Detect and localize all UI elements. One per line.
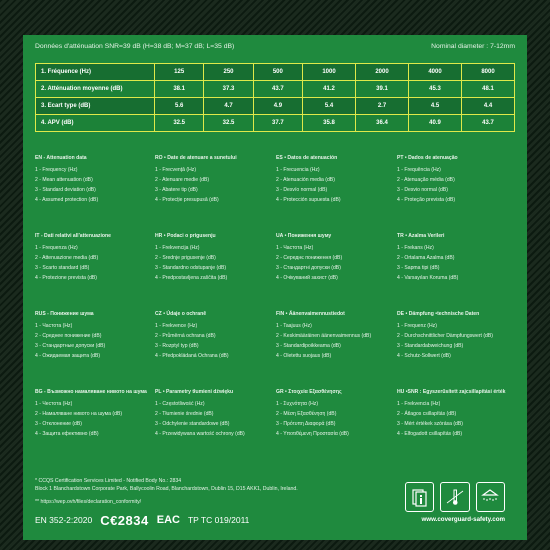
language-line: 1 - Frequência (Hz) bbox=[397, 167, 441, 173]
language-title: EN - Attenuation data bbox=[35, 155, 87, 161]
info-manual-icon bbox=[405, 482, 434, 512]
language-line: 2 - Середнє пониження (dB) bbox=[276, 255, 343, 261]
language-line: 1 - Частота (Hz) bbox=[35, 323, 73, 329]
language-line: 4 - Proteção prevista (dB) bbox=[397, 197, 456, 203]
language-line: 2 - Durchschnittlicher Dämpfungswert (dB) bbox=[397, 333, 493, 339]
table-cell: 4.4 bbox=[461, 98, 514, 115]
language-line: 1 - Частота (Hz) bbox=[276, 245, 314, 251]
language-line: 1 - Frekvencia (Hz) bbox=[397, 401, 441, 407]
language-line: 2 - Μέση Εξασθένηση (dB) bbox=[276, 411, 337, 417]
language-block-pl bbox=[155, 389, 273, 439]
language-line: 4 - Protección supuesta (dB) bbox=[276, 197, 341, 203]
language-line: 4 - Очікуваний захист (dB) bbox=[276, 275, 338, 281]
table-row bbox=[36, 81, 515, 98]
language-title: RUS - Понижение шума bbox=[35, 311, 94, 317]
language-line: 2 - Srednje prigusenje (dB) bbox=[155, 255, 216, 261]
language-block-es bbox=[276, 155, 394, 205]
table-cell: 125 bbox=[155, 64, 204, 81]
language-block-hr bbox=[155, 233, 273, 283]
language-line: 4 - Varsayılan Koruma (dB) bbox=[397, 275, 459, 281]
language-line: 1 - Frekvence (Hz) bbox=[155, 323, 198, 329]
language-line: 4 - Protecție presupusă (dB) bbox=[155, 197, 219, 203]
eac-mark: EAC bbox=[156, 514, 180, 526]
language-line: 4 - Protezione prevista (dB) bbox=[35, 275, 98, 281]
language-line: 1 - Frequency (Hz) bbox=[35, 167, 78, 173]
row-label: 3. Ecart type (dB) bbox=[36, 98, 155, 115]
table-cell: 35.8 bbox=[303, 115, 356, 132]
language-line: 3 - Odchylenie standardowe (dB) bbox=[155, 421, 230, 427]
certification-address: Block 1 Blanchardstown Corporate Park, Ballycoolin Road, Blanchardstown, Dublin 15, D15 AKK1, Dublin, Ireland. bbox=[35, 486, 298, 492]
attenuation-panel bbox=[23, 35, 527, 540]
table-cell: 5.6 bbox=[155, 98, 204, 115]
language-line: 4 - Předpokládaná Ochrana (dB) bbox=[155, 353, 229, 359]
language-line: 3 - Standard deviation (dB) bbox=[35, 187, 96, 193]
attenuation-header bbox=[35, 43, 515, 55]
language-line: 4 - Predpostavljena zaščita (dB) bbox=[155, 275, 228, 281]
table-cell: 40.9 bbox=[409, 115, 462, 132]
language-line: 2 - Atenuación media (dB) bbox=[276, 177, 335, 183]
table-cell: 2000 bbox=[356, 64, 409, 81]
table-cell: 37.7 bbox=[253, 115, 302, 132]
table-cell: 43.7 bbox=[253, 81, 302, 98]
language-title: RO • Date de atenuare a sunetului bbox=[155, 155, 237, 161]
pictogram-row bbox=[405, 482, 505, 512]
language-line: 2 - Среднее понижение (dB) bbox=[35, 333, 102, 339]
language-line: 4 - Assumed protection (dB) bbox=[35, 197, 99, 203]
table-cell: 39.1 bbox=[356, 81, 409, 98]
language-title: UA • Пониження шуму bbox=[276, 233, 332, 239]
language-title: IT - Dati relativi all'attenuazione bbox=[35, 233, 111, 239]
language-block-hu bbox=[397, 389, 515, 439]
language-line: 3 - Mért értékek szórása (dB) bbox=[397, 421, 463, 427]
language-title: PT • Dados de atenuação bbox=[397, 155, 458, 161]
table-cell: 4.7 bbox=[204, 98, 253, 115]
language-line: 3 - Desvío normal (dB) bbox=[276, 187, 328, 193]
language-line: 2 - Keskimääräinen äänenvaimennus (dB) bbox=[276, 333, 372, 339]
language-title: HU •SNR : Egyszerűsített zajcsillapítási érték bbox=[397, 389, 506, 395]
tp-tc-norm: TP TC 019/2011 bbox=[187, 515, 250, 525]
language-title: BG - Възможно намаляване нивото на шума bbox=[35, 389, 147, 395]
language-line: 2 - Attenuazione media (dB) bbox=[35, 255, 99, 261]
language-line: 1 - Frekvencija (Hz) bbox=[155, 245, 200, 251]
norms-row bbox=[35, 509, 249, 531]
row-label: 4. APV (dB) bbox=[36, 115, 155, 132]
table-cell: 32.5 bbox=[204, 115, 253, 132]
language-title: DE • Dämpfung •technische Daten bbox=[397, 311, 480, 317]
language-line: 3 - Scarto standard (dB) bbox=[35, 265, 90, 271]
table-cell: 8000 bbox=[461, 64, 514, 81]
language-title: GR • Στοιχεία Εξασθένησης bbox=[276, 389, 342, 395]
language-line: 2 - Atenuação média (dB) bbox=[397, 177, 455, 183]
language-title: ES • Datos de atenuación bbox=[276, 155, 338, 161]
table-cell: 5.4 bbox=[303, 98, 356, 115]
language-line: 4 - Ожидаемая защита (dB) bbox=[35, 353, 101, 359]
table-cell: 36.4 bbox=[356, 115, 409, 132]
language-line: 4 - Oletettu suojaus (dB) bbox=[276, 353, 332, 359]
row-label: 1. Fréquence (Hz) bbox=[36, 64, 155, 81]
table-cell: 1000 bbox=[303, 64, 356, 81]
language-line: 3 - Abatere tip (dB) bbox=[155, 187, 198, 193]
language-block-de bbox=[397, 311, 515, 361]
language-line: 1 - Częstotliwość (Hz) bbox=[155, 401, 205, 407]
website-link[interactable]: www.coverguard-safety.com bbox=[421, 516, 505, 523]
language-line: 1 - Frecvență (Hz) bbox=[155, 167, 197, 173]
language-line: 2 - Mean attenuation (dB) bbox=[35, 177, 93, 183]
table-cell: 43.7 bbox=[461, 115, 514, 132]
table-cell: 4000 bbox=[409, 64, 462, 81]
language-line: 3 - Стандартні допуски (dB) bbox=[276, 265, 341, 271]
language-title: HR • Podaci o prigusenju bbox=[155, 233, 216, 239]
table-cell: 4.9 bbox=[253, 98, 302, 115]
table-cell: 250 bbox=[204, 64, 253, 81]
language-line: 4 - Защита ефективно (dB) bbox=[35, 431, 99, 437]
table-cell: 45.3 bbox=[409, 81, 462, 98]
language-line: 3 - Стандартные допуски (dB) bbox=[35, 343, 106, 349]
language-line: 2 - Atenuare medie (dB) bbox=[155, 177, 210, 183]
language-line: 2 - Ortalama Azalma (dB) bbox=[397, 255, 455, 261]
declaration-link[interactable]: ** https://wep.ovh/files/declaration_conformity/ bbox=[35, 499, 142, 505]
language-line: 3 - Standardabweichung (dB) bbox=[397, 343, 464, 349]
language-title: FIN • Äänenvaimennustiedot bbox=[276, 311, 345, 317]
table-cell: 48.1 bbox=[461, 81, 514, 98]
table-cell: 37.3 bbox=[204, 81, 253, 98]
humidity-icon bbox=[476, 482, 505, 512]
language-block-bg bbox=[35, 389, 153, 439]
language-block-it bbox=[35, 233, 153, 283]
language-line: 3 - Desvio normal (dB) bbox=[397, 187, 448, 193]
language-block-en bbox=[35, 155, 153, 205]
table-row bbox=[36, 98, 515, 115]
language-line: 1 - Frequenz (Hz) bbox=[397, 323, 437, 329]
language-title: CZ • Údaje o ochraně bbox=[155, 311, 207, 317]
ce-mark: C€2834 bbox=[100, 512, 149, 528]
language-line: 1 - Frekans (Hz) bbox=[397, 245, 434, 251]
language-line: 2 - Tłumienie średnie (dB) bbox=[155, 411, 214, 417]
norm-standard: EN 352-2:2020 bbox=[35, 515, 93, 525]
language-line: 1 - Frequenza (Hz) bbox=[35, 245, 78, 251]
language-line: 2 - Průměrná ochrana (dB) bbox=[155, 333, 216, 339]
language-line: 4 - Elfogadott csillapítás (dB) bbox=[397, 431, 463, 437]
language-line: 4 - Przewidywana wartość ochrony (dB) bbox=[155, 431, 245, 437]
language-line: 3 - Rozptyl typ (dB) bbox=[155, 343, 199, 349]
table-cell: 38.1 bbox=[155, 81, 204, 98]
language-block-ro bbox=[155, 155, 273, 205]
temperature-icon bbox=[440, 482, 469, 512]
language-line: 4 - Υποτιθέμενη Προστασία (dB) bbox=[276, 431, 349, 437]
language-title: PL • Parametry tłumieni dźwięku bbox=[155, 389, 234, 395]
language-line: 3 - Standardno odstupanje (dB) bbox=[155, 265, 227, 271]
language-block-gr bbox=[276, 389, 394, 439]
language-block-pt bbox=[397, 155, 515, 205]
language-line: 1 - Frecuencia (Hz) bbox=[276, 167, 320, 173]
table-row bbox=[36, 64, 515, 81]
table-cell: 2.7 bbox=[356, 98, 409, 115]
language-line: 3 - Πρότυπη Διαφορά (dB) bbox=[276, 421, 336, 427]
language-block-tr bbox=[397, 233, 515, 283]
nominal-diameter: Nominal diameter : 7-12mm bbox=[431, 43, 515, 50]
language-line: 4 - Schutz-Sollwert (dB) bbox=[397, 353, 451, 359]
language-block-rus bbox=[35, 311, 153, 361]
attenuation-title: Données d'atténuation SNR=39 dB (H=38 dB; M=37 dB; L=35 dB) bbox=[35, 43, 235, 50]
language-title: TR • Azalma Verileri bbox=[397, 233, 445, 239]
row-label: 2. Atténuation moyenne (dB) bbox=[36, 81, 155, 98]
language-block-ua bbox=[276, 233, 394, 283]
table-row bbox=[36, 115, 515, 132]
attenuation-table bbox=[35, 63, 515, 132]
language-line: 3 - Отклонение (dB) bbox=[35, 421, 82, 427]
certification-body: * CCQS Certification Services Limited - Notified Body No.: 2834 bbox=[35, 478, 182, 484]
language-line: 3 - Sapma tipi (dB) bbox=[397, 265, 440, 271]
language-line: 2 - Намаляване нивото на шума (dB) bbox=[35, 411, 123, 417]
language-block-cz bbox=[155, 311, 273, 361]
language-block-fin bbox=[276, 311, 394, 361]
table-cell: 500 bbox=[253, 64, 302, 81]
language-line: 2 - Átlagos csillapítás (dB) bbox=[397, 411, 457, 417]
language-line: 1 - Честота (Hz) bbox=[35, 401, 73, 407]
table-cell: 41.2 bbox=[303, 81, 356, 98]
table-cell: 4.5 bbox=[409, 98, 462, 115]
language-line: 1 - Taajuus (Hz) bbox=[276, 323, 312, 329]
table-cell: 32.5 bbox=[155, 115, 204, 132]
language-line: 3 - Standardipoikkeama (dB) bbox=[276, 343, 341, 349]
language-line: 1 - Συχνότητα (Hz) bbox=[276, 401, 319, 407]
